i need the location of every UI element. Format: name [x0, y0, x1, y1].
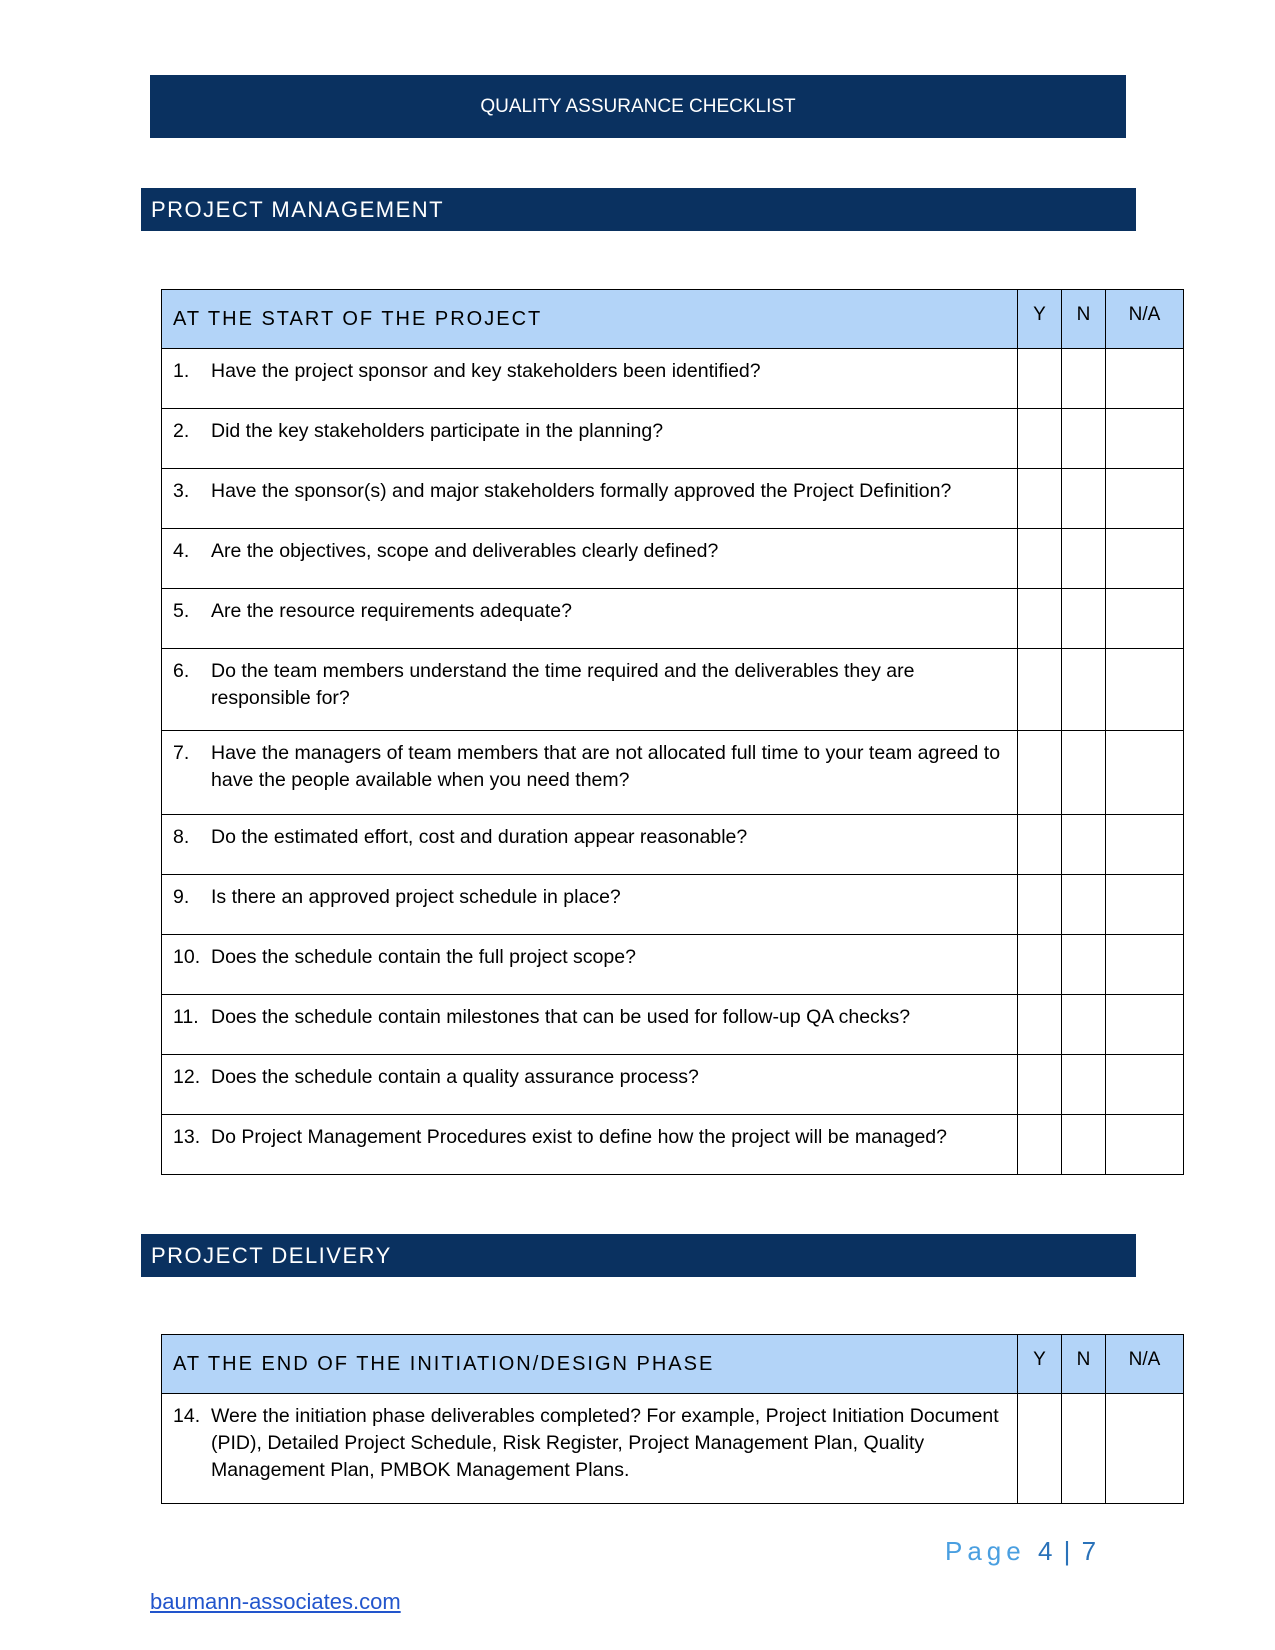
answer-box-no[interactable] — [1062, 649, 1106, 731]
answer-box-yes[interactable] — [1018, 1394, 1062, 1504]
page-word: Page — [945, 1536, 1026, 1566]
question-number: 4. — [173, 540, 190, 562]
question-text: Have the managers of team members that are not allocated full time to your team agreed to have the people available when you need them? — [211, 742, 1001, 791]
answer-box-yes[interactable] — [1018, 1055, 1062, 1115]
answer-box-yes[interactable] — [1018, 731, 1062, 815]
question-cell — [162, 1055, 1018, 1115]
answer-box-yes[interactable] — [1018, 409, 1062, 469]
question-cell — [162, 875, 1018, 935]
table-row — [162, 815, 1184, 875]
answer-box-no[interactable] — [1062, 995, 1106, 1055]
table-row — [162, 995, 1184, 1055]
question-number: 12. — [173, 1066, 201, 1088]
answer-box-yes[interactable] — [1018, 589, 1062, 649]
answer-box-na[interactable] — [1106, 649, 1184, 731]
question-cell — [162, 995, 1018, 1055]
table-row — [162, 409, 1184, 469]
section-title-project-management: PROJECT MANAGEMENT — [141, 188, 1136, 231]
question-number: 1. — [173, 360, 190, 382]
question-text: Are the resource requirements adequate? — [211, 600, 572, 622]
table-row — [162, 1115, 1184, 1175]
checklist-table-start-of-project — [161, 289, 1184, 1175]
question-cell — [162, 589, 1018, 649]
question-cell — [162, 1115, 1018, 1175]
answer-box-no[interactable] — [1062, 529, 1106, 589]
question-cell — [162, 409, 1018, 469]
document-title: QUALITY ASSURANCE CHECKLIST — [480, 95, 796, 117]
question-text: Have the sponsor(s) and major stakeholders formally approved the Project Definition? — [211, 480, 952, 502]
answer-box-no[interactable] — [1062, 1055, 1106, 1115]
answer-box-no[interactable] — [1062, 875, 1106, 935]
question-number: 3. — [173, 480, 190, 502]
section-title-project-delivery: PROJECT DELIVERY — [141, 1234, 1136, 1277]
question-text: Is there an approved project schedule in place? — [211, 886, 621, 908]
question-cell — [162, 529, 1018, 589]
question-text: Are the objectives, scope and deliverables clearly defined? — [211, 540, 719, 562]
question-text: Do the team members understand the time required and the deliverables they are responsible for? — [211, 660, 915, 709]
answer-box-yes[interactable] — [1018, 649, 1062, 731]
table-row — [162, 935, 1184, 995]
column-no: N — [1062, 290, 1106, 349]
table-row — [162, 731, 1184, 815]
question-number: 13. — [173, 1126, 201, 1148]
answer-box-na[interactable] — [1106, 1115, 1184, 1175]
answer-box-no[interactable] — [1062, 409, 1106, 469]
column-no: N — [1062, 1335, 1106, 1394]
document-header — [150, 75, 1126, 138]
question-number: 14. — [173, 1405, 201, 1427]
answer-box-no[interactable] — [1062, 469, 1106, 529]
answer-box-yes[interactable] — [1018, 875, 1062, 935]
table-row — [162, 1394, 1184, 1504]
answer-box-na[interactable] — [1106, 409, 1184, 469]
answer-box-na[interactable] — [1106, 589, 1184, 649]
answer-box-na[interactable] — [1106, 1055, 1184, 1115]
answer-box-na[interactable] — [1106, 349, 1184, 409]
answer-box-na[interactable] — [1106, 935, 1184, 995]
table-row — [162, 1055, 1184, 1115]
question-text: Do Project Management Procedures exist to define how the project will be managed? — [211, 1126, 947, 1148]
question-cell — [162, 731, 1018, 815]
question-text: Does the schedule contain the full project scope? — [211, 946, 636, 968]
answer-box-na[interactable] — [1106, 731, 1184, 815]
answer-box-no[interactable] — [1062, 731, 1106, 815]
question-number: 11. — [173, 1006, 199, 1028]
question-cell — [162, 935, 1018, 995]
answer-box-no[interactable] — [1062, 349, 1106, 409]
question-text: Did the key stakeholders participate in the planning? — [211, 420, 664, 442]
question-text: Have the project sponsor and key stakeholders been identified? — [211, 360, 761, 382]
answer-box-na[interactable] — [1106, 469, 1184, 529]
answer-box-na[interactable] — [1106, 1394, 1184, 1504]
question-text: Were the initiation phase deliverables completed? For example, Project Initiation Document (PID), Detailed Project Schedule, Risk Register, Project Management Plan, Quality Management Plan, PMBOK Management Plans. — [211, 1405, 999, 1481]
question-cell — [162, 349, 1018, 409]
answer-box-na[interactable] — [1106, 529, 1184, 589]
question-cell — [162, 469, 1018, 529]
answer-box-na[interactable] — [1106, 995, 1184, 1055]
footer-website-link[interactable]: baumann-associates.com — [150, 1589, 401, 1614]
answer-box-no[interactable] — [1062, 1394, 1106, 1504]
answer-box-yes[interactable] — [1018, 349, 1062, 409]
question-text: Does the schedule contain a quality assurance process? — [211, 1066, 699, 1088]
answer-box-no[interactable] — [1062, 589, 1106, 649]
question-number: 5. — [173, 600, 190, 622]
question-number: 6. — [173, 660, 190, 682]
column-na: N/A — [1106, 1335, 1184, 1394]
column-na: N/A — [1106, 290, 1184, 349]
page-current: 4 | 7 — [1037, 1536, 1099, 1566]
answer-box-yes[interactable] — [1018, 1115, 1062, 1175]
page-number — [945, 1536, 1098, 1567]
question-number: 9. — [173, 886, 190, 908]
answer-box-no[interactable] — [1062, 1115, 1106, 1175]
answer-box-yes[interactable] — [1018, 995, 1062, 1055]
question-number: 10. — [173, 946, 201, 968]
table-row — [162, 349, 1184, 409]
column-yes: Y — [1018, 290, 1062, 349]
table-row — [162, 469, 1184, 529]
table-row — [162, 649, 1184, 731]
question-cell — [162, 815, 1018, 875]
answer-box-yes[interactable] — [1018, 935, 1062, 995]
table-heading: AT THE START OF THE PROJECT — [162, 290, 1018, 349]
answer-box-yes[interactable] — [1018, 469, 1062, 529]
answer-box-na[interactable] — [1106, 815, 1184, 875]
answer-box-yes[interactable] — [1018, 529, 1062, 589]
question-cell — [162, 1394, 1018, 1504]
column-yes: Y — [1018, 1335, 1062, 1394]
table-row — [162, 589, 1184, 649]
table-row — [162, 529, 1184, 589]
table-row — [162, 875, 1184, 935]
question-cell — [162, 649, 1018, 731]
answer-box-na[interactable] — [1106, 875, 1184, 935]
question-number: 7. — [173, 742, 190, 764]
checklist-table-initiation-phase — [161, 1334, 1184, 1504]
answer-box-no[interactable] — [1062, 935, 1106, 995]
question-number: 2. — [173, 420, 190, 442]
answer-box-no[interactable] — [1062, 815, 1106, 875]
question-text: Does the schedule contain milestones that can be used for follow-up QA checks? — [211, 1006, 911, 1028]
table-heading: AT THE END OF THE INITIATION/DESIGN PHASE — [162, 1335, 1018, 1394]
question-text: Do the estimated effort, cost and duration appear reasonable? — [211, 826, 748, 848]
answer-box-yes[interactable] — [1018, 815, 1062, 875]
question-number: 8. — [173, 826, 190, 848]
